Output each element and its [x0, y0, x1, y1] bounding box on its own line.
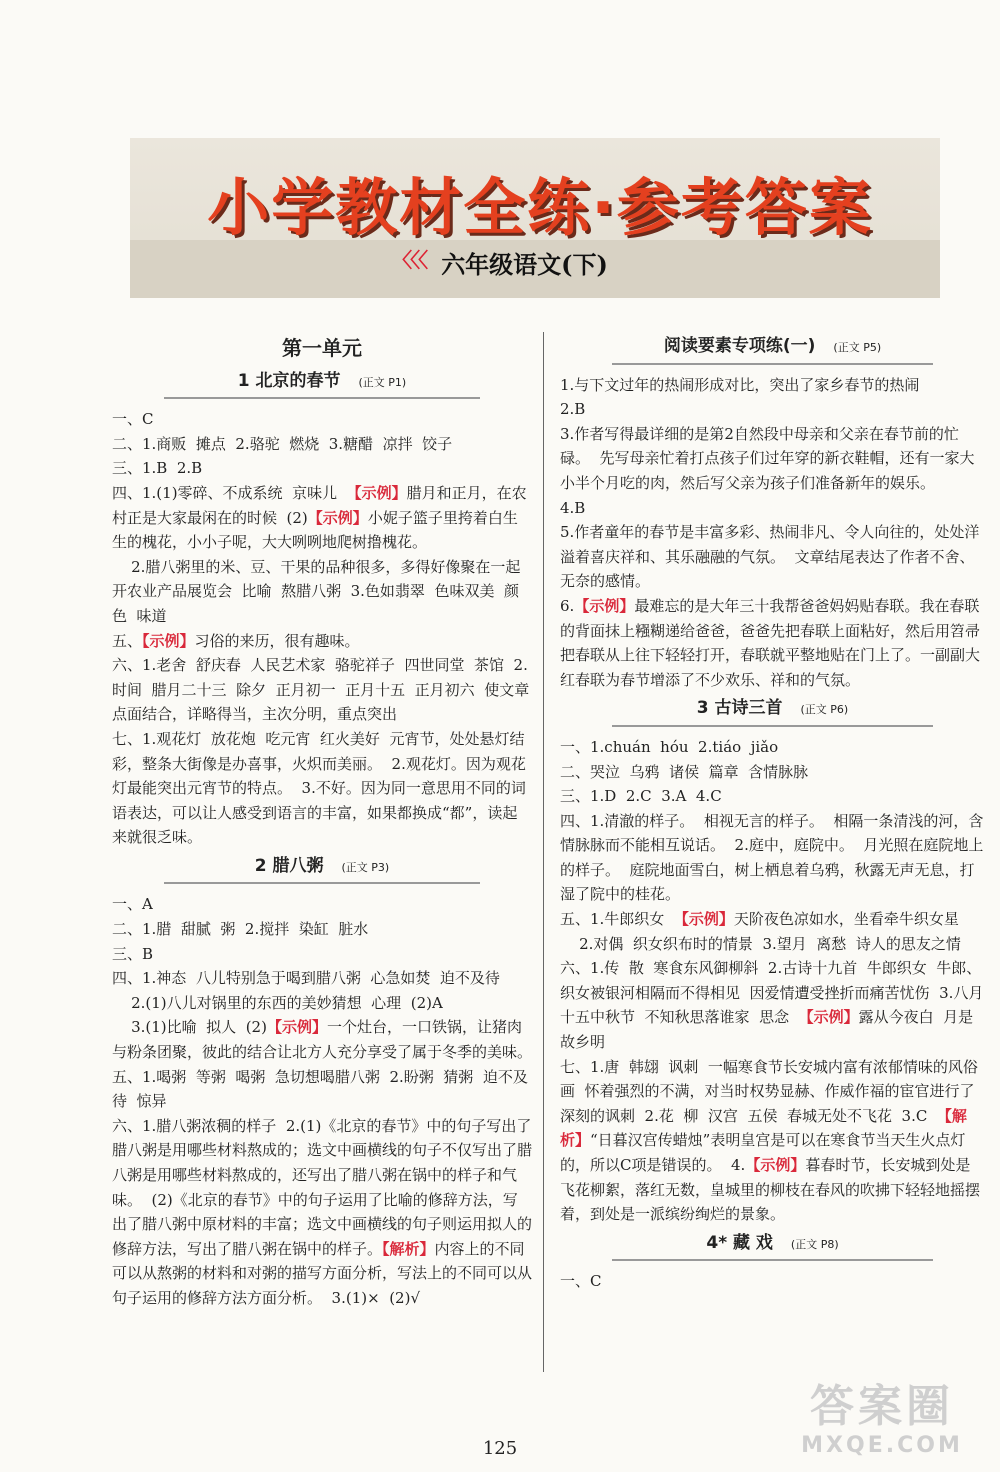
answer-list: [560, 373, 985, 693]
answer-line: 二、1.腊 甜腻 粥 2.搅拌 染缸 脏水: [112, 920, 369, 939]
answer-line: 2.(1)八儿对锅里的东西的美妙猜想 心理 (2)A: [112, 993, 443, 1012]
watermark-text: 答案圈: [810, 1381, 954, 1432]
example-tag: 【示例】: [574, 596, 635, 615]
section-title: 阅读要素专项练(一): [663, 336, 816, 356]
answer-line: 一、C: [560, 1272, 602, 1291]
answer-line: 3.作者写得最详细的是第2自然段中母亲和父亲在春节前的忙碌。 先写母亲忙着打点孩子们过年穿的新衣鞋帽，还有一家大小半个月吃的肉，然后写父亲为孩子们准备新年的娱乐。: [560, 424, 975, 492]
answer-line: 2.腊八粥里的米、豆、干果的品种很多，多得好像聚在一起开农业产品展览会 比喻 熬腊八粥 3.色如翡翠 色味双美 颜色 味道: [112, 557, 521, 625]
answer-line: 1.与下文过年的热闹形成对比，突出了家乡春节的热闹: [560, 375, 920, 394]
answer-line: 七、1.观花灯 放花炮 吃元宵 红火美好 元宵节，处处悬灯结彩，整条大街像是办喜事，火炽而美丽。 2.观花灯。因为观花灯最能突出元宵节的特点。 3.不好。因为同一意思用不同的词语表达，可以让人感受到语言的丰富，如果都换成“都”，读起来就很乏味。: [112, 729, 526, 847]
answer-line: 三、1.B 2.B: [112, 459, 203, 478]
section-title: 4* 藏 戏: [706, 1232, 773, 1253]
answer-line: 四、1.清澈的样子。 相视无言的样子。 相隔一条清浅的河，含情脉脉而不能相互说话。 2.庭中，庭院中。 月光照在庭院地上的样子。 庭院地面雪白，树上栖息着乌鸦，秋露无声无息，打湿了院中的桂花。: [560, 811, 984, 904]
section-heading: [612, 696, 933, 727]
answer-line: 一、1.chuán hóu 2.tiáo jiǎo: [560, 737, 779, 756]
column-divider: [543, 332, 544, 1372]
answer-line: 4.B: [560, 498, 586, 517]
answer-list: [560, 1269, 985, 1294]
answer-line: 四、1.神态 八儿特别急于喝到腊八粥 心急如焚 迫不及待: [112, 969, 500, 988]
example-tag: 【解析】: [560, 1106, 967, 1150]
page-number: 125: [482, 1438, 518, 1459]
left-column: [112, 330, 532, 1311]
chevron-left-icon: 〈〈〈: [392, 248, 427, 272]
answer-line: 一、C: [112, 410, 154, 429]
answer-line: 六、1.老舍 舒庆春 人民艺术家 骆驼祥子 四世同堂 茶馆 2.时间 腊月二十三 除夕 正月初一 正月十五 正月初六 使文章点面结合，详略得当，主次分明，重点突出: [112, 656, 530, 724]
answer-line: 3.(1)比喻 拟人 (2)【示例】一个灶台，一口铁锅，让猪肉与粉条团聚，彼此的结合让北方人充分享受了属于冬季的美味。: [112, 1018, 533, 1062]
answer-list: [112, 892, 532, 1310]
answer-line: 六、1.腊八粥浓稠的样子 2.(1)《北京的春节》中的句子写出了腊八粥是用哪些材料熬成的；选文中画横线的句子不仅写出了腊八粥是用哪些材料熬成的，还写出了腊八粥在锅中的样子和气味。 (2)《北京的春节》中的句子运用了比喻的修辞方法，写出了腊八粥中原材料的丰富；选文中画横线的句子则运用拟人的修辞方法，写出了腊八粥在锅中的样子。【解析】内容上的不同可以从熬粥的材料和对粥的描写方面分析，写法上的不同可以从句子运用的修辞方法方面分析。 3.(1)× (2)√: [112, 1116, 533, 1307]
example-tag: 【示例】: [142, 631, 195, 650]
answer-line: 五、1.喝粥 等粥 喝粥 急切想喝腊八粥 2.盼粥 猜粥 迫不及待 惊异: [112, 1067, 528, 1111]
section-title: 2 腊八粥: [254, 855, 324, 876]
section-heading: [612, 334, 933, 365]
answer-list: [560, 735, 985, 1227]
answer-line: 二、哭泣 乌鸦 诸侯 篇章 含情脉脉: [560, 762, 809, 781]
answer-line: 2.B: [560, 400, 586, 419]
example-tag: 【示例】: [798, 1008, 859, 1027]
answer-line: 2.对偶 织女织布时的情景 3.望月 离愁 诗人的思友之情: [560, 934, 961, 953]
example-tag: 【示例】: [307, 508, 368, 527]
unit-heading: 第一单元: [282, 336, 362, 360]
section-title: 1 北京的春节: [237, 370, 341, 391]
section-heading: [612, 1231, 933, 1262]
page-ref: (正文 P1): [358, 375, 407, 389]
answer-line: 三、B: [112, 944, 154, 963]
answer-line: 四、1.(1)零碎、不成系统 京味儿 【示例】腊月和正月，在农村正是大家最闲在的时候 (2)【示例】小妮子篮子里挎着白生生的槐花，小小子呢，大大咧咧地爬树撸槐花。: [112, 483, 527, 552]
example-tag: 【示例】: [346, 483, 407, 502]
section-heading: [164, 854, 480, 885]
answer-list: [112, 407, 532, 850]
page-title: 小学教材全练·参考答案: [207, 171, 873, 244]
page-ref: (正文 P3): [341, 860, 390, 874]
answer-line: 一、A: [112, 895, 153, 914]
answer-line: 二、1.商贩 摊点 2.骆驼 燃烧 3.糖醋 凉拌 饺子: [112, 434, 453, 453]
subtitle-row: [0, 244, 1000, 280]
example-tag: 【示例】: [673, 910, 734, 929]
answer-line: 三、1.D 2.C 3.A 4.C: [560, 787, 722, 806]
subtitle: 六年级语文(下): [441, 250, 608, 279]
watermark-url: MXQE.COM: [801, 1433, 963, 1458]
answer-line: 七、1.唐 韩翃 讽刺 一幅寒食节长安城内富有浓郁情味的风俗画 怀着强烈的不满，对当时权势显赫、作威作福的宦官进行了深刻的讽刺 2.花 柳 汉宫 五侯 春城无处不飞花 3.C 【解析】“日暮汉宫传蜡烛”表明皇宫是可以在寒食节当天生火点灯的，所以C项是错误的。 4.【示例】暮春时节，长安城到处是飞花柳絮，落红无数，皇城里的柳枝在春风的吹拂下轻轻地摇摆着，到处是一派缤纷绚烂的景象。: [560, 1057, 981, 1224]
answer-line: 五、1.牛郎织女 【示例】天阶夜色凉如水，坐看牵牛织女星: [560, 910, 959, 929]
page-ref: (正文 P5): [833, 341, 882, 354]
page-ref: (正文 P8): [790, 1237, 839, 1251]
answer-line: 6.【示例】最难忘的是大年三十我帮爸爸妈妈贴春联。我在春联的背面抹上糨糊递给爸爸，爸爸先把春联上面粘好，然后用笤帚把春联从上往下轻轻打开，春联就平整地贴在门上了。一副副大红春联为春节增添了不少欢乐、祥和的气氛。: [560, 596, 981, 689]
example-tag: 【解析】: [382, 1239, 435, 1258]
page-ref: (正文 P6): [800, 703, 849, 717]
answer-line: 5.作者童年的春节是丰富多彩、热闹非凡、令人向往的，处处洋溢着喜庆祥和、其乐融融的气氛。 文章结尾表达了作者不舍、无奈的感情。: [560, 523, 980, 591]
example-tag: 【示例】: [266, 1018, 327, 1037]
answer-line: 五、【示例】习俗的来历，很有趣味。: [112, 631, 360, 650]
right-column: [560, 330, 985, 1294]
watermark-logo: [782, 1381, 982, 1458]
section-heading: [164, 369, 480, 400]
example-tag: 【示例】: [745, 1156, 806, 1174]
answer-line: 六、1.传 散 寒食东风御柳斜 2.古诗十九首 牛郎织女 牛郎、织女被银河相隔而不得相见 因爱情遭受挫折而痛苦忧伤 3.八月十五中秋节 不知秋思落谁家 思念 【示例】露从今夜白 月是故乡明: [560, 959, 984, 1052]
section-title: 3 古诗三首: [696, 698, 783, 719]
